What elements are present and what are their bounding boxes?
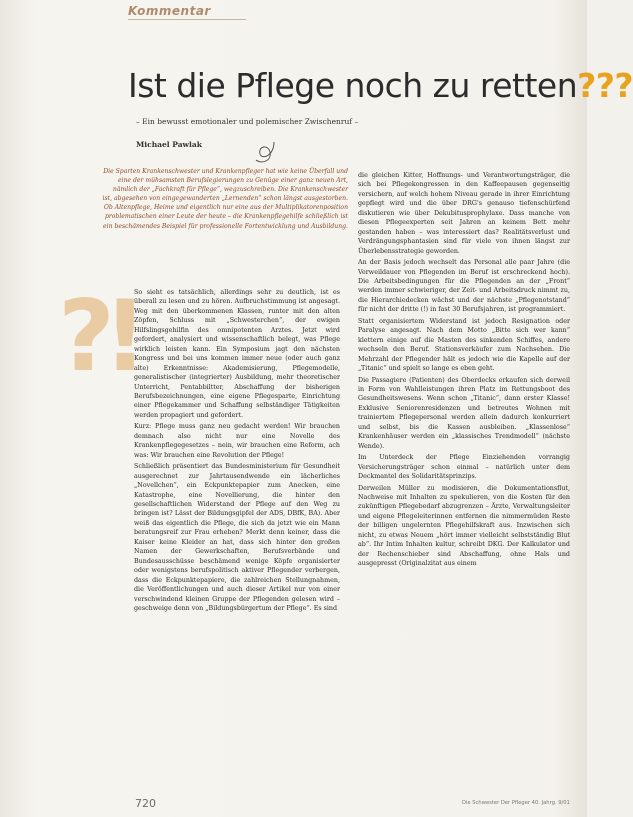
article-subtitle: – Ein bewusst emotionaler und polemischer Zwischenruf – bbox=[136, 117, 359, 126]
author-name: Michael Pawlak bbox=[136, 140, 202, 149]
article-column-right bbox=[358, 171, 570, 571]
paragraph: Schließlich präsentiert das Bundesministerium für Gesundheit ausgerechnet zur Jahrtausendwende ein lächerliches „Novellchen“, ein Eckpunktepapier zum Anecken, eine Katastrophe, eine Novellierung, die hinter den gesellschaftlichen Widerstand der Pflege auf den Weg zu bringen ist? Lässt der Bildungsgipfel der ADS, DBfK, BA). Aber weiß das eigentlich die Pflege, die sich da jetzt wie ein Mann beratungsreif zur Frau erheben? Merkt denn keiner, dass die Kaiser keine Kleider an hat, dass sich hinter den großen Namen der Gewerkschaften, Berufsverbände und Bundesausschüsse beschämend wenige Köpfe organisierter oder wenigstens berufspolitisch aktiver Pflegender verbergen, dass die Eckpunktepapiere, die zahlreichen Stellungnahmen, die Veröffentlichungen und auch dieser Artikel nur von einer verschwindend kleinen Gruppe der Pflegenden gelesen wird – geschweige denn von „Bildungsbürgertum der Pflege“. Es sind bbox=[134, 463, 340, 612]
paragraph: An der Basis jedoch wechselt das Personal alle paar Jahre (die Verweildauer von Pflegenden im Beruf ist erschreckend hoch). Die Arbeitsbedingungen für die Pflegenden an der „Front“ werden immer schwieriger, der Zeit- und Arbeitsdruck nimmt zu, die Hierarchiedecken wächst und der nächste „Pflegenotstand“ für nicht der dritte (!) in fast 30 Berufsjahren, ist programmiert. bbox=[358, 259, 570, 314]
article-title bbox=[128, 66, 633, 105]
title-question-marks: ??? bbox=[577, 66, 633, 105]
page-number: 720 bbox=[135, 797, 156, 810]
title-text: Ist die Pflege noch zu retten bbox=[128, 66, 578, 105]
article-lead: Die Sparten Krankenschwester und Krankenpfleger hat wie keine Überfall und eine der mühsamsten Berufslegierungen zu Genüge einer ganz neuen Art, nämlich der „Fachkraft für Pflege“, wegzuschreiben. Die Krankenschwester ist, abgesehen von eingegewanderten „Lernenden“ schon längst ausgestorben. Ob Altenpflege, Heime und eigentlich nur eine aus der Multiplikatorenposition problematischen einer Leute der heute – die Krankenpflegehilfe schließlich ist ein beschämendes Beispiel für professionelle Fortentwicklung und Ausbildung. bbox=[102, 168, 348, 230]
paragraph: Kurz: Pflege muss ganz neu gedacht werden! Wir brauchen demnach also nicht nur eine Novelle des Krankenpflegegesetzes – nein, wir brauchen eine Reform, ach was: Wir brauchen eine Revolution der Pflege! bbox=[134, 423, 340, 459]
article-column-left bbox=[134, 288, 340, 615]
paragraph: So sieht es tatsächlich, allerdings sehr zu deutlich, ist es überall zu lesen und zu hören. Aufbruchstimmung ist angesagt. Weg mit den überkommenen Klassen, runter mit den alten Zöpfen, Schluss mit „Schwesterchen“, der ewigen Hilfslingsgehilfin des omnipotenten Arztes. Jetzt wird gefordert, analysiert und wissenschaftlich belegt, was Pflege wirklich leisten kann. Ein Symposium jagt den nächsten Kongress und bei uns kommen immer neue (oder auch ganz alte) Erkenntnisse: Akademisierung, Pflegemodelle, generalistischer (integrierter) Ausbildung, mehr theoretischer Unterricht, Pentabbiltter, Abschaffung der bisherigen Berufsbezeichnungen, eine eigene Pflegesparte, Einrichtung einer Pflegekammer und Schaffung selbständiger Tätigkeiten werden propagiert und gefordert. bbox=[134, 289, 340, 419]
publication-source: Die Schwester Der Pfleger 40. Jahrg. 9/01 bbox=[462, 800, 570, 806]
paragraph: Im Unterdeck der Pflege Einziehenden vorrangig Versicherungsträger schon einmal – natürlich unter dem Deckmantel des Solidaritätsprinzips. bbox=[358, 454, 570, 481]
decorative-swirl-icon bbox=[250, 138, 280, 166]
paragraph: Die Passagiere (Patienten) des Oberdecks erkaufen sich derweil in Form von Wahlleistungen ihren Platz im Rettungsboot des Gesundheitswesens. Wenn schon „Titanic“, dann erster Klasse! Exklusive Seniorenresidenzen und betreutes Wohnen mit trainiertem Pflegepersonal werden allein dadurch konkurriert und selbst, bis die Kassen ausbleiben. „Klassenlose“ Krankenhäuser werden ein „klassisches Trendmodell“ (nächste Wende). bbox=[358, 376, 570, 450]
paragraph: Statt organisiertem Widerstand ist jedoch Resignation oder Paralyse angesagt. Nach dem Motto „Bitte sich wer kann“ klettern einige auf die Masten des sinkenden Schiffes, andere wechseln den Beruf. Stationsverkäufer zum Nachsehen. Die Mehrzahl der Pflegender hält es jedoch wie die Kapelle auf der „Titanic“ und spielt so lange es eben geht. bbox=[358, 317, 570, 373]
rubric-label: Kommentar bbox=[128, 4, 211, 18]
paragraph: die gleichen Kitter, Hoffnungs- und Verantwortungsträger, die sich bei Pflegekongressen in den Kaffeepausen gegenseitig versichern, auf welch hohem Niveau gerade in ihrer Einrichtung gepflegt wird und die über DRG's genauso tiefenschürfend diskutieren wie über Dekubitusprophylaxe. Dass manche von diesen Pflegeexperten seit Jahren an keinem Bett mehr gestanden haben – was interessiert das? Realitätsverlust und Verdrängungsphantasien sind für viele von ihnen längst zur Überlebensstrategie geworden. bbox=[358, 172, 570, 255]
exclamation-question-icon: ?! bbox=[58, 280, 136, 394]
rubric-underline bbox=[128, 19, 246, 20]
paragraph: Derweilen Müller zu modisieren, die Dokumentationsflut, Nachweise mit Inhalten zu spekulieren, von die Kosten für den zukünftigen Pflegebedarf abzugrenzen – Ärzte, Verwaltungsleiter und eigene Pflegeleiterinnen entfernen die nimmermüden Reste der billigen ungelernten Pflegehilfskraft aus. Inzwischen sich nicht, zu etwas Neuem „hört immer vielleicht selbstständig Blut ab“. Ihr Intim Inhalten kultur, schreibt DKG. Der Kalkulator und der Rechenschieber sind Abschaffung, ohne Hals und ausgepresst (Originalzitat aus einem bbox=[358, 484, 570, 568]
